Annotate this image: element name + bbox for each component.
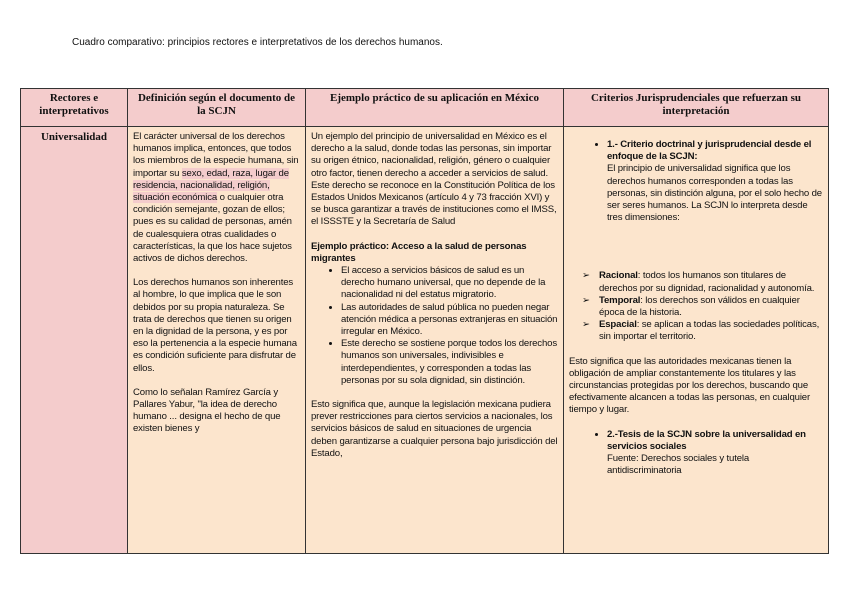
- text: El carácter universal de los derechos humanos implica, entonces, que todos los miembros de la especie humana, sin importar su: [133, 131, 299, 179]
- dimension-term: Racional: [599, 270, 638, 282]
- dimension-text: : los derechos son válidos en cualquier época de la historia.: [599, 294, 800, 319]
- arrow-bullet-icon: ➢: [582, 294, 590, 306]
- arrow-bullet-icon: ➢: [582, 319, 590, 331]
- definition-paragraph: Como lo señalan Ramírez García y Pallares Yabur, "la idea de derecho humano ... designa el hecho de que existen bienes y: [133, 386, 281, 435]
- criterion-text: El principio de universalidad significa que los derechos humanos corresponden a todas las personas, sin distinción alguna, por el solo hecho de ser seres humanos. La SCJN lo interpreta desde tres dimensiones:: [607, 163, 822, 224]
- dimension-text: : todos los humanos son titulares de derechos por su dignidad, racionalidad y autonomía.: [599, 270, 815, 294]
- criterion-source: Fuente: Derechos sociales y tutela antidiscriminatoria: [607, 453, 750, 477]
- header-principles: Rectores e interpretativos: [21, 89, 128, 127]
- header-example: Ejemplo práctico de su aplicación en México: [306, 89, 564, 127]
- list-item: • Las autoridades de salud pública no pueden negar atención médica a personas extranjeras en situación irregular en México.: [341, 302, 558, 339]
- list-item: [582, 294, 823, 319]
- dimension-text: : se aplican a todas las sociedades políticas, sin importar el territorio.: [599, 319, 820, 343]
- dimensions-list: [569, 270, 823, 343]
- definition-paragraph: [133, 131, 300, 265]
- criteria-list: [569, 429, 823, 478]
- principle-name: Universalidad: [40, 131, 107, 143]
- criterion-title: 2.-Tesis de la SCJN sobre la universalidad en servicios sociales: [607, 428, 806, 452]
- dimension-term: Temporal: [599, 294, 641, 306]
- principle-cell: [21, 127, 128, 554]
- criteria-cell: [564, 127, 829, 554]
- highlighted-text: sexo, edad, raza, lugar de residencia, nacionalidad, religión, situación económica: [133, 167, 289, 204]
- comparison-table: [20, 88, 829, 554]
- header-definition: Definición según el documento de la SCJN: [128, 89, 306, 127]
- list-item: • El acceso a servicios básicos de salud es un derecho humano universal, que no depende de la nacionalidad ni del estatus migratorio.: [341, 265, 558, 302]
- list-item: • Este derecho se sostiene porque todos los derechos humanos son universales, indivisibles e interdependientes, y corresponden a todas las personas por su sola dignidad, sin distinción.: [341, 338, 558, 387]
- list-item: [582, 270, 823, 294]
- list-item: [607, 429, 823, 478]
- document-title: Cuadro comparativo: principios rectores e interpretativos de los derechos humanos.: [72, 37, 443, 48]
- criteria-summary: Esto significa que las autoridades mexicanas tienen la obligación de ampliar constantemente los titulares y las circunstancias protegidas por los derechos, buscando que efectivamente alcancen a todas las personas, en cualquier tiempo y lugar.: [569, 355, 811, 416]
- definition-cell: [128, 127, 306, 554]
- list-item: [607, 139, 823, 224]
- example-intro: Un ejemplo del principio de universalidad en México es el derecho a la salud, donde todas las personas, sin importar su origen étnico, nacionalidad, religión, género o cualquier otro factor, tienen derecho a acceder a servicios de salud. Este derecho se reconoce en la Constitución Política de los Estados Unidos Mexicanos (artículo 4 y 73 fracción XVI) y se busca garantizar a través de instituciones como el IMSS, el ISSSTE y la Secretaría de Salud: [311, 131, 557, 228]
- dimension-term: Espacial: [599, 319, 637, 331]
- criteria-list: [569, 139, 823, 224]
- text: o cualquier otra condición semejante, gozan de ellos; pues es su calidad de personas, amén de cualesquiera otras cualidades o características, la que los hace sujetos activos de dichos derechos.: [133, 192, 292, 265]
- definition-paragraph: Los derechos humanos son inherentes al hombre, lo que implica que le son debidos por su propia naturaleza. Se trata de derechos que tienen su origen en la dignidad de la persona, y es por eso la pertenencia a la especie humana es condición suficiente para disfrutar de ellos.: [133, 277, 297, 374]
- example-subtitle: Ejemplo práctico: Acceso a la salud de personas migrantes: [311, 240, 527, 264]
- arrow-bullet-icon: ➢: [582, 270, 590, 282]
- table-row: [21, 127, 829, 554]
- header-row: [21, 89, 829, 127]
- example-bullets: [311, 265, 558, 387]
- header-criteria: Criterios Jurisprudenciales que refuerzan su interpretación: [564, 89, 829, 127]
- example-conclusion: Esto significa que, aunque la legislación mexicana pudiera prever restricciones para ciertos servicios a nacionales, los servicios básicos de salud en situaciones de urgencia deben garantizarse a cualquier persona bajo jurisdicción del Estado,: [311, 399, 558, 459]
- list-item: [582, 319, 823, 343]
- criterion-title: 1.- Criterio doctrinal y jurisprudencial desde el enfoque de la SCJN:: [607, 139, 812, 163]
- example-cell: [306, 127, 564, 554]
